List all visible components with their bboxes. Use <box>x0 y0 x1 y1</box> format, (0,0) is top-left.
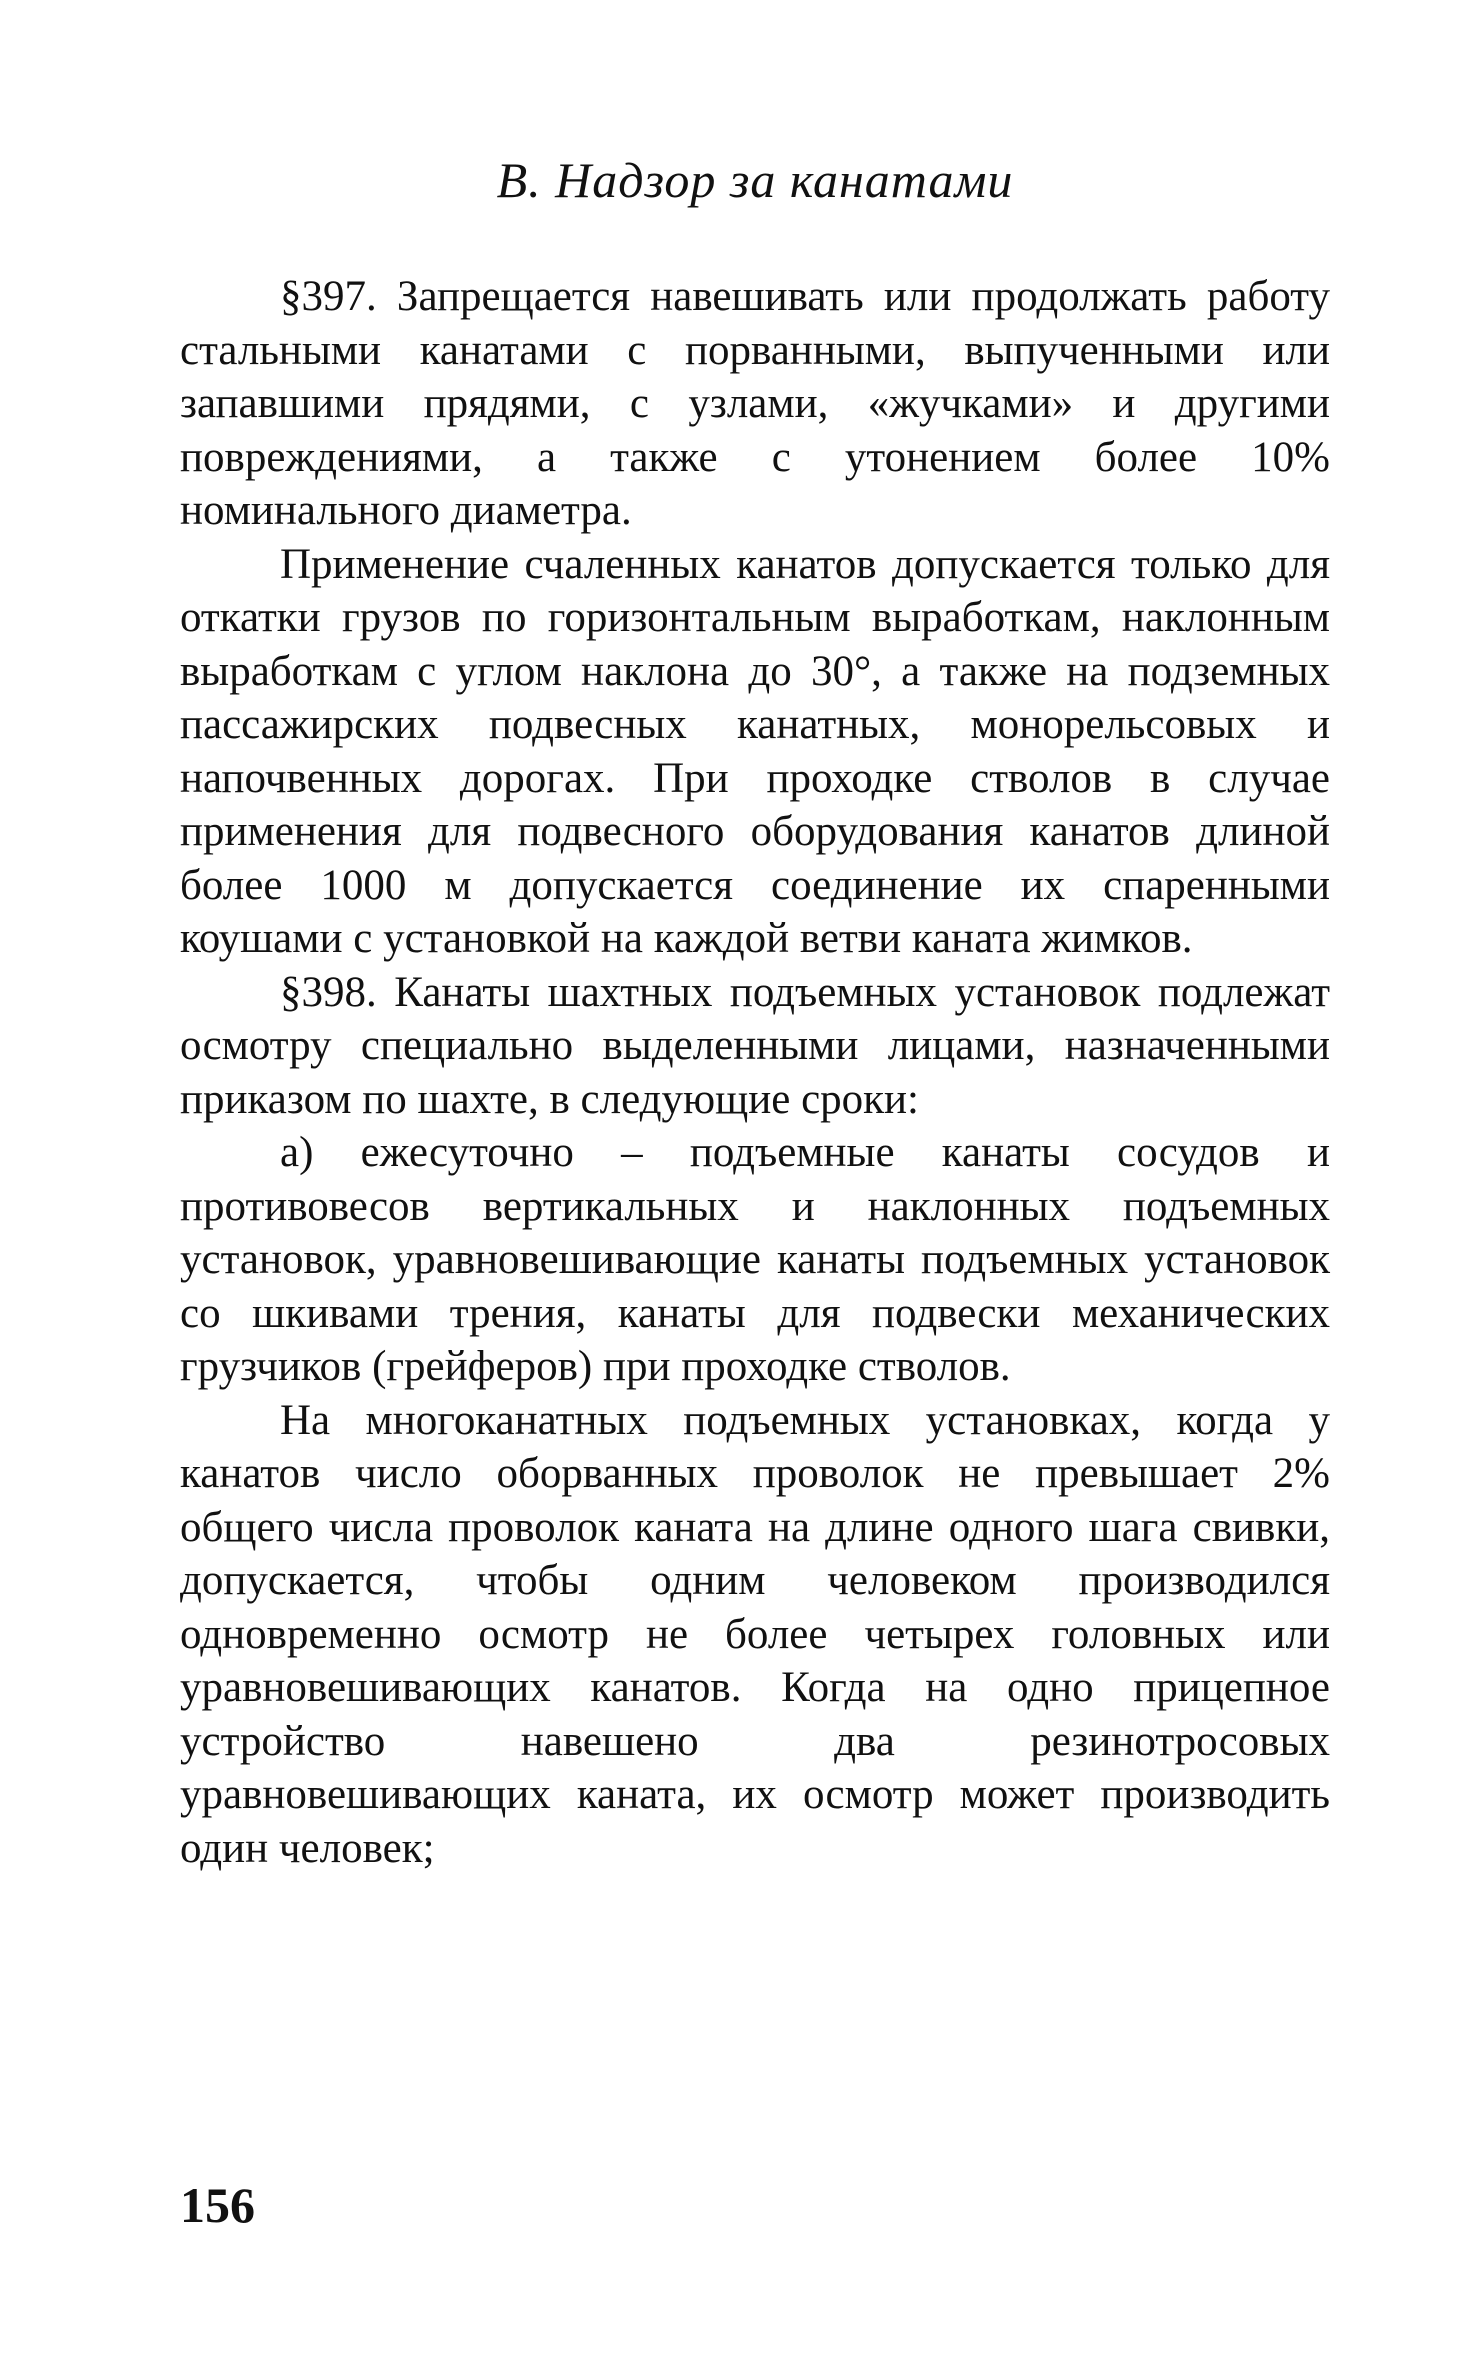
paragraph-item-a: а) ежесуточно – подъемные канаты сосудов и противовесов вертикальных и наклонных подъемных установок, уравновешивающие канаты подъемных установок со шкивами трения, канаты для подвески механических грузчиков (грейферов) при проходке стволов. <box>180 1129 1330 1390</box>
page-content <box>180 150 1330 1875</box>
paragraph-397: §397. Запрещается навешивать или продолжать работу стальными канатами с порванными, выпученными или запавшими прядями, с узлами, «жучками» и другими повреждениями, а также с утонением более 10% номинального диаметра. <box>180 273 1330 534</box>
paragraph-spliced-ropes: Применение счаленных канатов допускается только для откатки грузов по горизонтальным выработкам, наклонным выработкам с углом наклона до 30°, а также на подземных пассажирских подвесных канатных, монорельсовых и напочвенных дорогах. При проходке стволов в случае применения для подвесного оборудования канатов длиной более 1000 м допускается соединение их спаренными коушами с установкой на каждой ветви каната жимков. <box>180 540 1330 962</box>
page-number: 156 <box>180 2177 255 2233</box>
section-heading: В. Надзор за канатами <box>496 152 1014 208</box>
paragraph-multirope: На многоканатных подъемных установках, когда у канатов число оборванных проволок не превышает 2% общего числа проволок каната на длине одного шага свивки, допускается, чтобы одним человеком производился одновременно осмотр не более четырех головных или уравновешивающих канатов. Когда на одно прицепное устройство навешено два резинотросовых уравновешивающих каната, их осмотр может производить один человек; <box>180 1396 1330 1872</box>
paragraph-398: §398. Канаты шахтных подъемных установок подлежат осмотру специально выделенными лицами, назначенными приказом по шахте, в следующие сроки: <box>180 968 1330 1123</box>
